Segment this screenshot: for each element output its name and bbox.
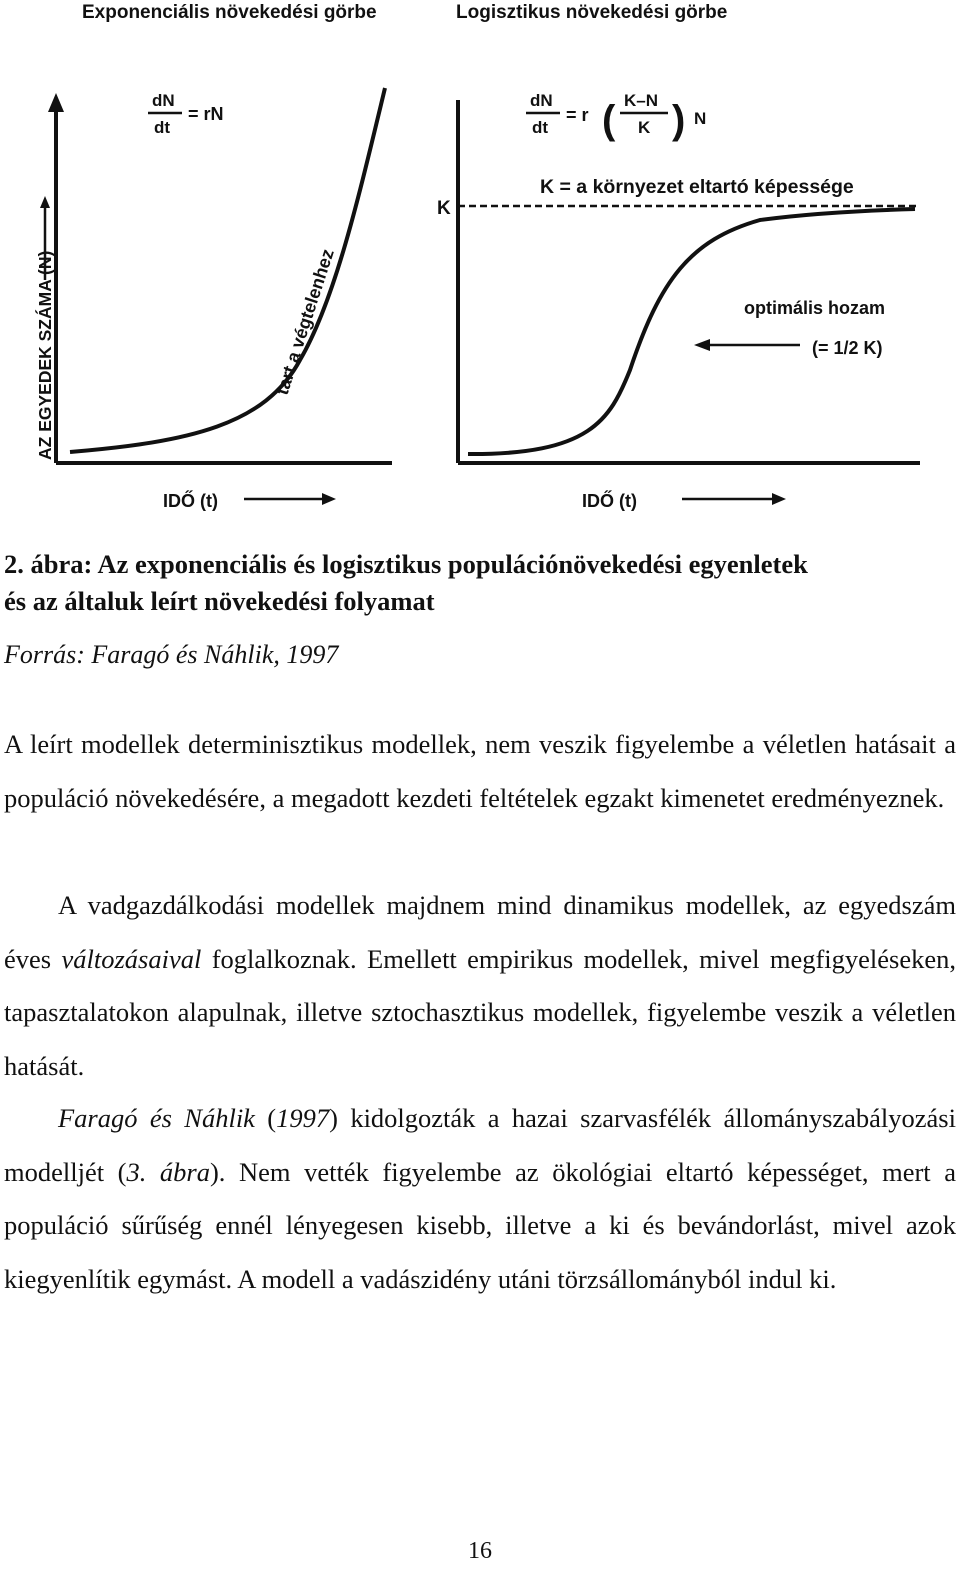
paragraph-3-text-b: ) kidolgozták a hazai szarvasfélék állományszabályozási modelljét ( — [4, 1103, 956, 1187]
page-number: 16 — [468, 1538, 492, 1564]
figure-source: Forrás: Faragó és Náhlik, 1997 — [4, 640, 339, 669]
paragraph-3-authors: Faragó és Náhlik — [58, 1103, 255, 1133]
exponential-graph — [34, 88, 392, 511]
logistic-curve — [468, 209, 915, 454]
paragraph-3-text-a: ( — [254, 1103, 277, 1133]
figure-caption — [4, 546, 956, 620]
y-axis-label: AZ EGYEDEK SZÁMA (N) — [35, 250, 55, 460]
paragraph-2-emphasis: változásaival — [61, 943, 202, 974]
paragraph-2-text-b: foglalkoznak. Emellett empirikus modellek, mivel megfigyeléseken, tapasztalatokon alapulnak, illetve sztochasztikus modellek, figyelembe veszik a véletlen hatását. — [4, 943, 957, 1081]
left-x-label-arrowhead — [322, 493, 336, 505]
figure-caption-line2: és az általuk leírt növekedési folyamat — [4, 586, 435, 616]
right-eq-tail: N — [694, 109, 707, 128]
logistic-graph — [437, 91, 920, 511]
left-eq-rhs: = rN — [188, 104, 224, 124]
y-axis-label-arrowhead — [40, 196, 50, 208]
right-eq-close-paren: ) — [672, 98, 686, 142]
right-eq-inner-numerator: K–N — [624, 91, 659, 110]
left-y-axis-arrowhead — [48, 93, 64, 112]
k-marker: K — [437, 198, 451, 219]
right-x-label-arrowhead — [772, 493, 786, 505]
carrying-capacity-label: K = a környezet eltartó képessége — [540, 176, 854, 198]
optimal-yield-arrowhead — [694, 339, 710, 351]
right-x-axis-label: IDŐ (t) — [582, 491, 637, 511]
paragraph-3 — [4, 1092, 956, 1306]
right-eq-numerator: dN — [530, 91, 553, 110]
left-x-axis-label: IDŐ (t) — [163, 491, 218, 511]
left-eq-numerator: dN — [152, 91, 175, 110]
exponential-curve — [70, 88, 385, 452]
left-eq-denominator: dt — [154, 118, 171, 137]
paragraph-3-year: 1997 — [276, 1103, 330, 1133]
paragraph-2-text-a: A vadgazdálkodási modellek majdnem mind dinamikus modellek, az egyedszám éves — [4, 890, 956, 974]
right-eq-inner-denominator: K — [638, 118, 651, 137]
exponential-graph-heading: Exponenciális növekedési görbe — [82, 2, 377, 23]
paragraph-1: A leírt modellek determinisztikus modellek, nem veszik figyelembe a véletlen hatásait a populáció növekedésére, a megadott kezdeti feltételek egzakt kimenetet eredményeznek. — [4, 729, 956, 813]
logistic-graph-heading: Logisztikus növekedési görbe — [456, 2, 728, 23]
paragraph-2 — [4, 879, 956, 1093]
growth-curves-figure — [0, 0, 960, 540]
paragraph-3-figure-ref: 3. ábra — [126, 1156, 210, 1187]
optimal-yield-label-line1: optimális hozam — [744, 298, 886, 318]
paragraph-3-text-c: ). Nem vették figyelembe az ökológiai eltartó képességet, mert a populáció sűrűség ennél lényegesen kisebb, illetve a ki és bevándorlást, mivel azok kiegyenlítik egymást. A modell a vadászidény utáni törzsállományból indul ki. — [4, 1156, 956, 1294]
curve-annotation: tart a végtelenhez — [271, 246, 338, 398]
right-eq-equals-r: = r — [566, 105, 589, 125]
figure-caption-line1: 2. ábra: Az exponenciális és logisztikus populációnövekedési egyenletek — [4, 549, 808, 579]
right-eq-open-paren: ( — [602, 98, 616, 142]
right-eq-denominator: dt — [532, 118, 549, 137]
optimal-yield-label-line2: (= 1/2 K) — [812, 338, 883, 358]
